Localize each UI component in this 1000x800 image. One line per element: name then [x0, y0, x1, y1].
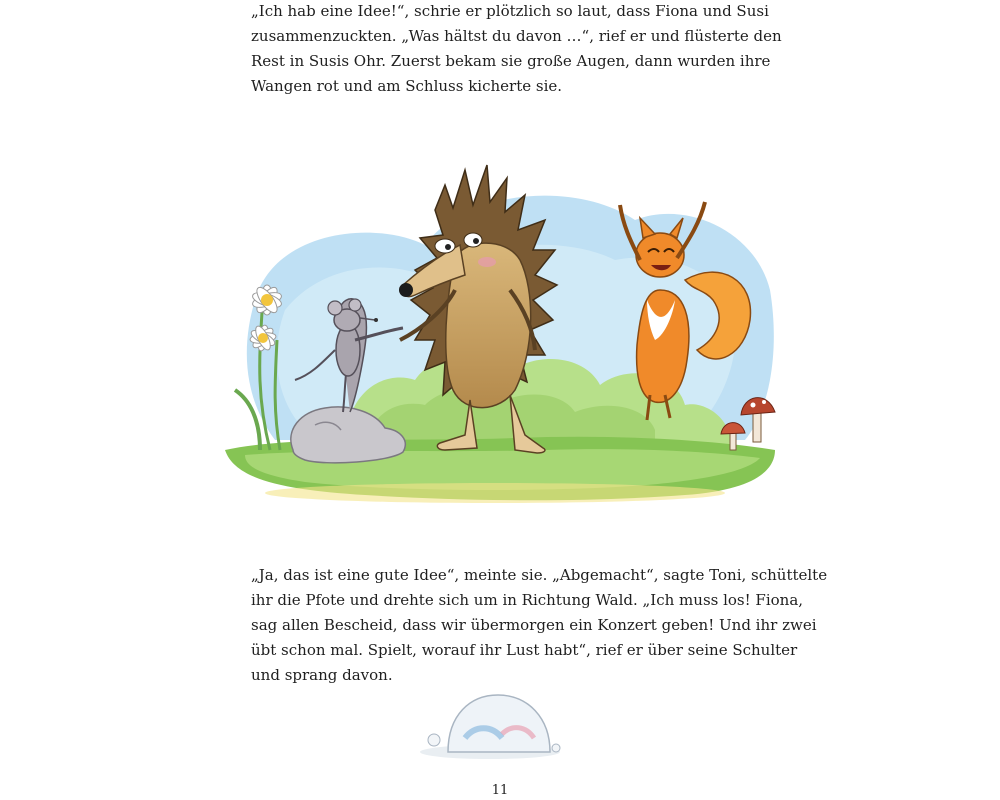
text-line: „Ja, das ist eine gute Idee“, meinte sie. „Abgemacht“, sagte Toni, schüttelte — [251, 566, 828, 584]
soap-bubble-illustration — [410, 690, 565, 762]
story-paragraph-2 — [251, 563, 828, 688]
story-illustration — [215, 150, 785, 510]
text-line: und sprang davon. — [251, 666, 393, 684]
page-number: 11 — [491, 783, 509, 798]
text-line: ihr die Pfote und drehte sich um in Richtung Wald. „Ich muss los! Fiona, — [251, 591, 804, 609]
text-line: sag allen Bescheid, dass wir übermorgen ein Konzert geben! Und ihr zwei — [251, 616, 817, 634]
text-line: Wangen rot und am Schluss kicherte sie. — [251, 77, 563, 95]
text-line: Rest in Susis Ohr. Zuerst bekam sie große Augen, dann wurden ihre — [251, 52, 771, 70]
text-line: „Ich hab eine Idee!“, schrie er plötzlich so laut, dass Fiona und Susi — [251, 2, 769, 20]
text-line: übt schon mal. Spielt, worauf ihr Lust habt“, rief er über seine Schulter — [251, 641, 798, 659]
text-line: zusammenzuckten. „Was hältst du davon …“, rief er und flüsterte den — [251, 27, 782, 45]
daisy-flowers — [235, 284, 283, 450]
story-paragraph-1 — [251, 0, 782, 99]
